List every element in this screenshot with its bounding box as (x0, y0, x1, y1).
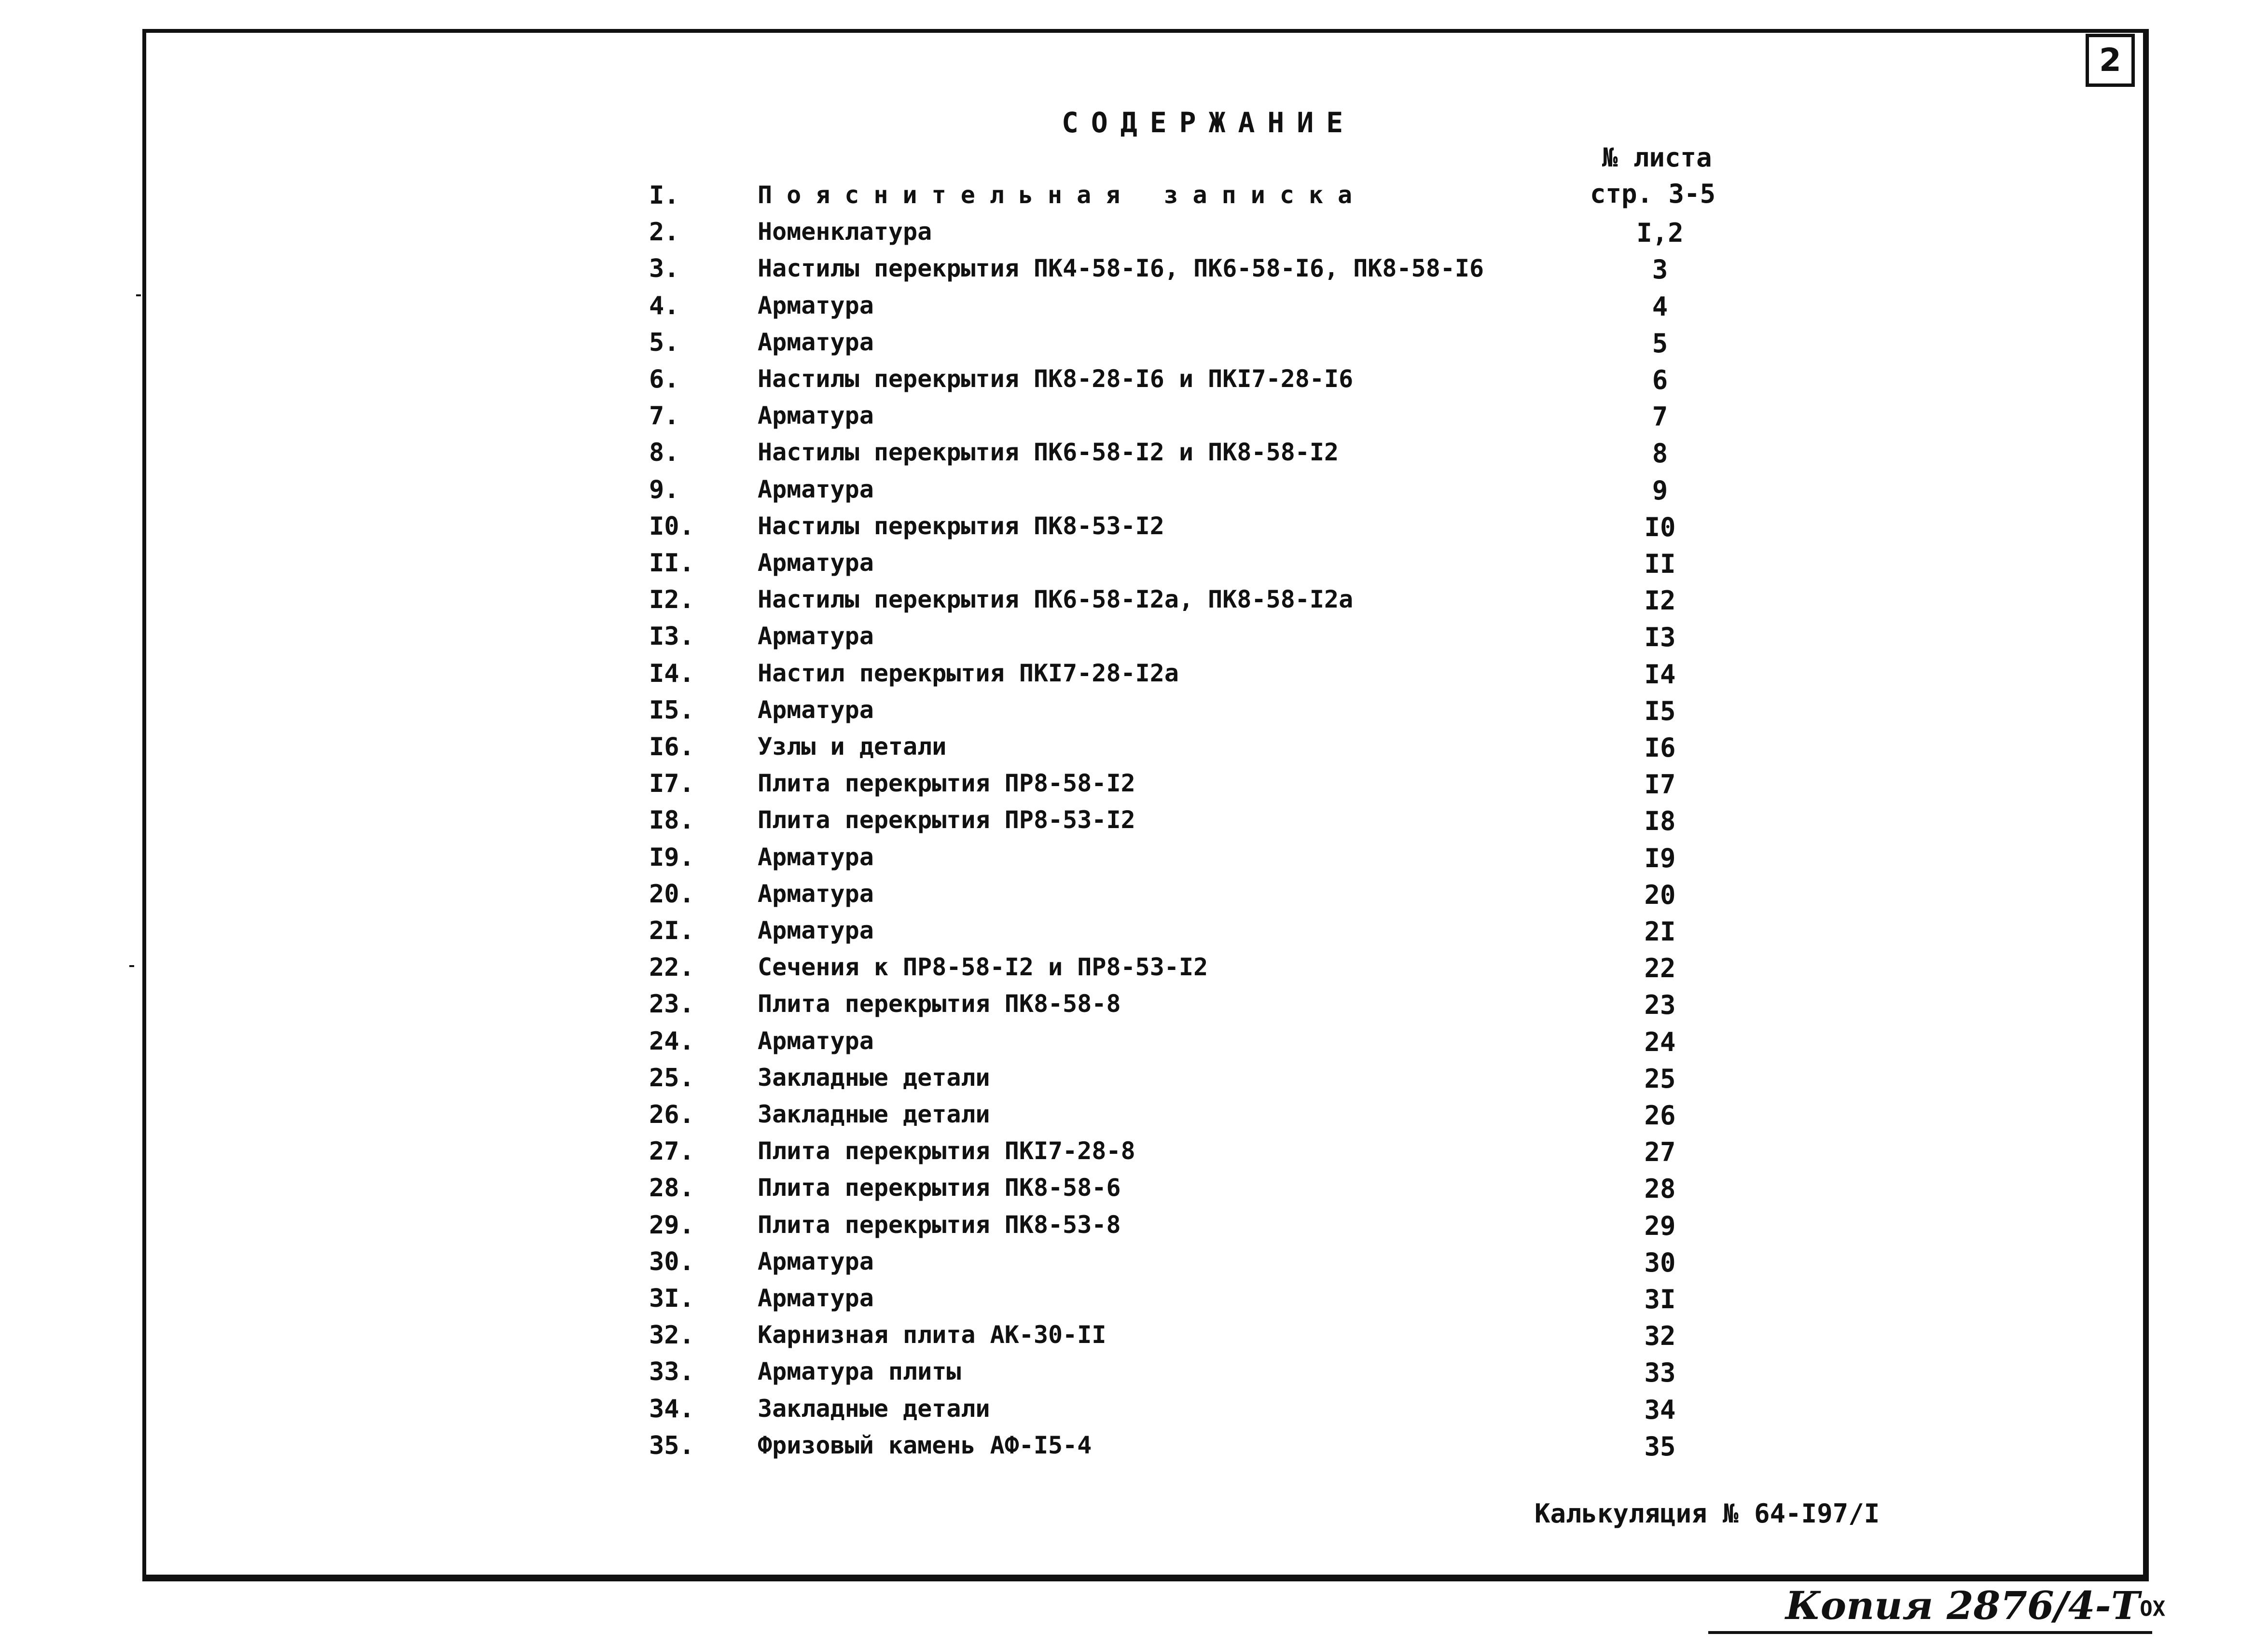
toc-row (649, 254, 1759, 291)
page-number-box: 2 (2086, 34, 2135, 87)
toc-item-label: Фризовый камень АФ-I5-4 (758, 1431, 1092, 1459)
margin-mark (136, 294, 141, 296)
toc-item-number: 20. (649, 880, 694, 909)
toc-row (649, 1100, 1759, 1137)
toc-item-label: Арматура (758, 880, 874, 908)
toc-item-number: 2I. (649, 916, 694, 945)
toc-item-label: Узлы и детали (758, 733, 947, 761)
toc-item-page: I3 (1644, 622, 1676, 652)
toc-item-number: 23. (649, 990, 694, 1019)
toc-item-page: 3 (1652, 254, 1668, 285)
toc-item-number: 6. (649, 365, 679, 394)
toc-row (649, 696, 1759, 733)
toc-item-page: I,2 (1636, 218, 1684, 248)
toc-row (649, 438, 1759, 475)
toc-item-label: Арматура (758, 1027, 874, 1055)
toc-row (649, 365, 1759, 401)
toc-item-page: 2I (1644, 916, 1676, 947)
toc-row (649, 1284, 1759, 1321)
toc-item-page: 8 (1652, 438, 1668, 469)
toc-item-page: I0 (1644, 512, 1676, 542)
toc-item-number: I. (649, 181, 679, 210)
toc-item-number: 8. (649, 438, 679, 467)
toc-item-number: 25. (649, 1064, 694, 1093)
toc-item-label: Плита перекрытия ПКI7-28-8 (758, 1137, 1135, 1165)
toc-item-page: 27 (1644, 1137, 1676, 1167)
toc-item-number: I5. (649, 696, 694, 725)
toc-item-number: 5. (649, 328, 679, 357)
toc-item-label: Арматура (758, 401, 874, 429)
toc-item-page: 30 (1644, 1247, 1676, 1278)
toc-item-number: 24. (649, 1027, 694, 1056)
toc-row (649, 806, 1759, 843)
toc-item-number: 32. (649, 1321, 694, 1350)
toc-row (649, 1137, 1759, 1174)
toc-item-label: Пояснительная записка (758, 181, 1367, 209)
toc-item-number: 9. (649, 475, 679, 504)
toc-row (649, 1211, 1759, 1247)
toc-item-label: Настилы перекрытия ПК8-53-I2 (758, 512, 1164, 540)
toc-item-page: I5 (1644, 696, 1676, 726)
toc-row (649, 622, 1759, 659)
toc-item-page: 3I (1644, 1284, 1676, 1315)
toc-item-label: Арматура (758, 328, 874, 356)
toc-item-page: 33 (1644, 1357, 1676, 1388)
toc-item-label: Арматура (758, 622, 874, 650)
toc-item-page: I7 (1644, 769, 1676, 800)
toc-item-label: Номенклатура (758, 218, 932, 246)
toc-item-page: 34 (1644, 1395, 1676, 1425)
toc-item-number: 35. (649, 1431, 694, 1460)
sheet-number-header: № листа (1602, 142, 1712, 173)
toc-item-number: I6. (649, 733, 694, 761)
toc-item-label: Настилы перекрытия ПК6-58-I2а, ПК8-58-I2а (758, 585, 1354, 613)
toc-item-number: 26. (649, 1100, 694, 1129)
toc-item-page: I2 (1644, 585, 1676, 616)
toc-row (649, 585, 1759, 622)
toc-item-label: Карнизная плита АК-30-II (758, 1321, 1106, 1349)
toc-item-label: Настил перекрытия ПКI7-28-I2а (758, 659, 1179, 687)
toc-row (649, 401, 1759, 438)
toc-item-label: Арматура (758, 1284, 874, 1312)
toc-item-page: 22 (1644, 953, 1676, 983)
calculation-reference: Калькуляция № 64-I97/I (1535, 1498, 1880, 1529)
toc-row (649, 880, 1759, 916)
toc-item-number: 2. (649, 218, 679, 247)
toc-item-page: 25 (1644, 1064, 1676, 1094)
toc-item-label: Арматура (758, 549, 874, 577)
toc-item-page: 28 (1644, 1174, 1676, 1204)
toc-row (649, 181, 1759, 218)
toc-item-label: Закладные детали (758, 1064, 990, 1092)
toc-item-number: 3I. (649, 1284, 694, 1313)
toc-item-number: 33. (649, 1357, 694, 1386)
toc-item-page: I6 (1644, 733, 1676, 763)
page-title: СОДЕРЖАНИЕ (1062, 106, 1356, 139)
toc-item-number: 3. (649, 254, 679, 283)
toc-item-page: 35 (1644, 1431, 1676, 1462)
toc-row (649, 1247, 1759, 1284)
toc-row (649, 291, 1759, 328)
toc-item-label: Настилы перекрытия ПК4-58-I6, ПК6-58-I6, ПК8-58-I6 (758, 254, 1484, 282)
toc-item-page: 32 (1644, 1321, 1676, 1351)
toc-item-label: Арматура (758, 291, 874, 319)
toc-row (649, 733, 1759, 769)
toc-item-label: Закладные детали (758, 1100, 990, 1128)
toc-item-label: Арматура плиты (758, 1357, 961, 1385)
toc-item-page: I8 (1644, 806, 1676, 836)
toc-row (649, 843, 1759, 880)
toc-item-number: 27. (649, 1137, 694, 1166)
toc-item-number: I0. (649, 512, 694, 541)
toc-item-page: 24 (1644, 1027, 1676, 1057)
toc-item-label: Арматура (758, 475, 874, 503)
toc-row (649, 659, 1759, 696)
toc-row (649, 549, 1759, 585)
toc-item-page: I4 (1644, 659, 1676, 690)
toc-row (649, 1027, 1759, 1064)
toc-item-page: 29 (1644, 1211, 1676, 1241)
toc-item-page: 23 (1644, 990, 1676, 1020)
toc-row (649, 1321, 1759, 1357)
toc-row (649, 916, 1759, 953)
signature-text: Копия 2876/4-Т (1785, 1583, 2140, 1628)
copy-signature (1785, 1583, 2165, 1628)
toc-item-label: Плита перекрытия ПР8-58-I2 (758, 769, 1135, 797)
toc-row (649, 1174, 1759, 1210)
toc-item-page: 9 (1652, 475, 1668, 506)
toc-item-number: I8. (649, 806, 694, 835)
toc-item-page: 5 (1652, 328, 1668, 359)
toc-item-page: 6 (1652, 365, 1668, 395)
toc-item-label: Плита перекрытия ПК8-58-6 (758, 1174, 1121, 1202)
toc-item-page: 4 (1652, 291, 1668, 322)
toc-item-label: Плита перекрытия ПК8-58-8 (758, 990, 1121, 1018)
margin-mark (129, 965, 134, 967)
toc-row (649, 218, 1759, 254)
toc-item-label: Закладные детали (758, 1395, 990, 1423)
toc-item-number: 30. (649, 1247, 694, 1276)
toc-item-label: Арматура (758, 843, 874, 871)
toc-item-number: I4. (649, 659, 694, 688)
toc-item-label: Арматура (758, 1247, 874, 1275)
toc-item-number: I9. (649, 843, 694, 872)
toc-item-label: Настилы перекрытия ПК6-58-I2 и ПК8-58-I2 (758, 438, 1339, 466)
signature-line (1708, 1631, 2152, 1634)
toc-item-number: 28. (649, 1174, 694, 1203)
signature-suffix: ОХ (2140, 1596, 2166, 1621)
toc-item-label: Арматура (758, 696, 874, 724)
toc-row (649, 769, 1759, 806)
toc-item-label: Плита перекрытия ПР8-53-I2 (758, 806, 1135, 834)
toc-item-page: 20 (1644, 880, 1676, 910)
toc-row (649, 1395, 1759, 1431)
toc-item-number: 7. (649, 401, 679, 430)
toc-item-label: Плита перекрытия ПК8-53-8 (758, 1211, 1121, 1239)
toc-row (649, 1357, 1759, 1394)
toc-row (649, 512, 1759, 549)
toc-item-page: II (1644, 549, 1676, 579)
toc-item-number: 34. (649, 1395, 694, 1424)
toc-item-number: II. (649, 549, 694, 578)
toc-row (649, 1064, 1759, 1100)
toc-item-label: Настилы перекрытия ПК8-28-I6 и ПКI7-28-I6 (758, 365, 1354, 393)
toc-row (649, 1431, 1759, 1468)
sheet-page-range-header: стр. 3-5 (1590, 179, 1716, 209)
toc-item-number: I2. (649, 585, 694, 614)
toc-item-number: I3. (649, 622, 694, 651)
toc-item-label: Арматура (758, 916, 874, 944)
toc-item-number: 22. (649, 953, 694, 982)
toc-item-number: I7. (649, 769, 694, 798)
toc-item-page: 7 (1652, 401, 1668, 432)
toc-row (649, 328, 1759, 365)
toc-item-page: I9 (1644, 843, 1676, 873)
toc-item-number: 29. (649, 1211, 694, 1240)
toc-item-number: 4. (649, 291, 679, 320)
toc-row (649, 990, 1759, 1026)
toc-item-label: Сечения к ПР8-58-I2 и ПР8-53-I2 (758, 953, 1208, 981)
toc-row (649, 953, 1759, 990)
toc-item-page: 26 (1644, 1100, 1676, 1131)
toc-row (649, 475, 1759, 512)
